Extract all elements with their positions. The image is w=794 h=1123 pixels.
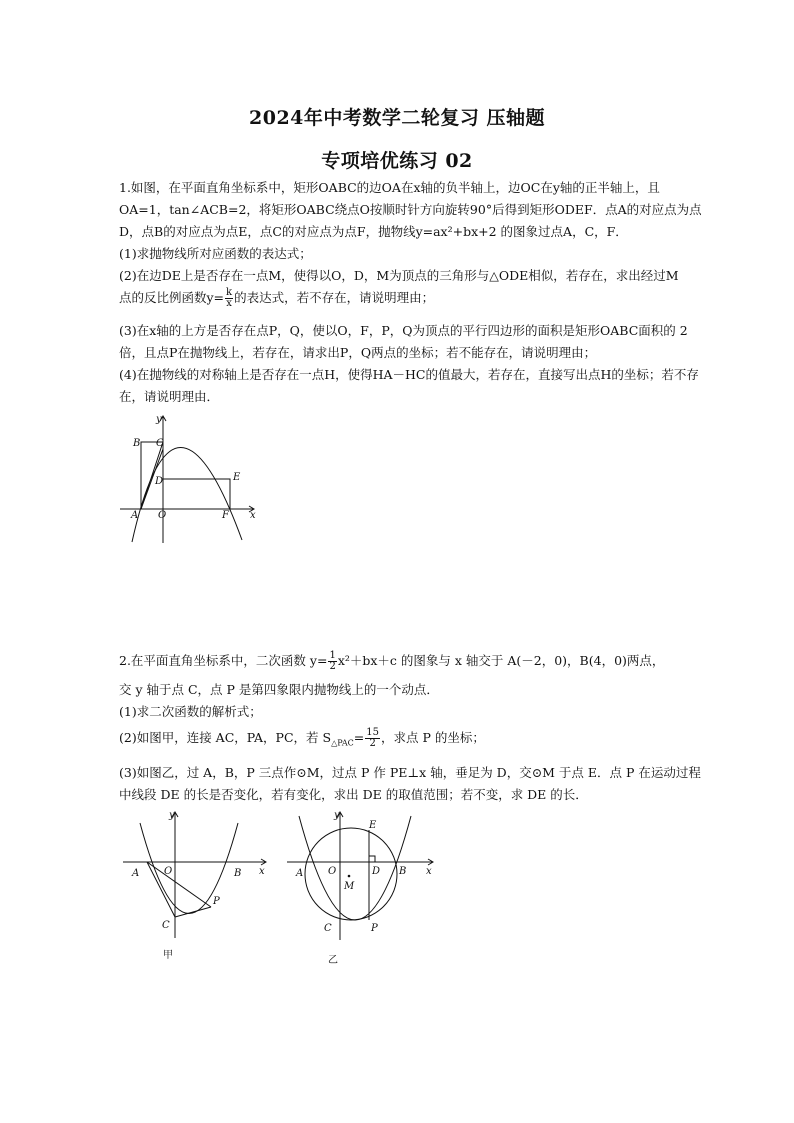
yi-label: D [372,866,381,877]
q1-rect-odef [163,479,230,509]
q2-part3: (3)如图乙，过 A，B，P 三点作⊙M，过点 P 作 PE⊥x 轴，垂足为 D，交⊙M 于点 E．点 P 在运动过程中线段 DE 的长是否变化，若有变化，求出 DE 的取值范围；若不变，求 DE 的长． [119,765,701,802]
yi-label: P [371,923,378,934]
yi-caption: 乙 [328,955,338,966]
q1-label: O [158,510,167,521]
q1-figure [118,412,263,546]
q1-part1: (1)求抛物线所对应函数的表达式； [119,246,312,261]
q2-intro-line1 [119,651,664,672]
yi-label: C [324,923,332,934]
yi-label: E [369,820,377,831]
q2-fraction [328,651,336,672]
q1-part2-pre: 点的反比例函数y= [119,290,225,305]
yi-label: O [328,866,337,877]
q2-part2 [119,728,485,749]
q1-label: A [131,510,139,521]
q1-part4: (4)在抛物线的对称轴上是否存在一点H，使得HA－HC的值最大，若存在，直接写出点H的坐标；若不存在，请说明理由． [119,367,699,404]
yi-label: A [296,868,304,879]
q2-part2-sub: △PAC [331,738,354,748]
q1-frac-den: x [226,298,232,309]
q2-figure-jia [118,808,273,968]
q1-frac-num: k [226,287,233,298]
yi-center-dot [348,875,351,878]
page-subtitle: 专项培优练习 02 [321,150,473,172]
q2-area-fraction [365,728,380,749]
jia-label: C [162,920,170,931]
yi-label: B [399,866,407,877]
q1-label: F [222,510,229,521]
yi-label: M [344,881,355,892]
q2-intro-line2: 交 y 轴于点 C，点 P 是第四象限内抛物线上的一个动点． [119,682,439,697]
q1-fraction [225,288,233,309]
yi-label: x [426,866,432,877]
jia-line-cp [175,907,211,917]
q2-intro-post: x²＋bx＋c 的图象与 x 轴交于 A(－2，0)，B(4，0)两点， [337,653,665,668]
q1-label: C [156,438,164,449]
q1-label: E [233,472,241,483]
q1-label: D [155,476,164,487]
q2-part1: (1)求二次函数的解析式； [119,704,262,719]
q1-part2-line1: (2)在边DE上是否存在一点M，使得以O，D，M为顶点的三角形与△ODE相似，若存在，求出经过M [119,268,679,283]
q1-intro: 1.如图，在平面直角坐标系中，矩形OABC的边OA在x轴的负半轴上，边OC在y轴的正半轴上，且OA=1，tan∠ACB=2，将矩形OABC绕点O按顺时针方向旋转90°后得到矩形ODEF．点A的对应点为点D，点B的对应点为点E，点C的对应点为点F，抛物线y=ax²+bx+2 的图象过点A，C，F． [119,180,702,239]
jia-label: y [169,810,175,821]
jia-label: O [164,866,173,877]
yi-label: y [334,810,340,821]
q2-part2-pre: (2)如图甲，连接 AC，PA，PC，若 S [119,730,332,745]
jia-line-ap [147,862,211,907]
jia-label: P [213,896,220,907]
yi-parabola [299,816,411,920]
jia-label: A [132,868,140,879]
q2-figure-yi [283,808,443,968]
jia-label: B [234,868,242,879]
q1-label: y [156,414,162,425]
yi-circle-m [305,828,397,920]
q1-parabola [132,447,242,542]
q2-area-frac-num: 15 [366,727,379,738]
jia-parabola [140,823,238,914]
q1-part2-post: 的表达式，若不存在，请说明理由； [234,290,435,305]
q2-frac-num: 1 [329,650,336,661]
q2-area-frac-den: 2 [369,738,376,749]
q1-label: x [250,510,256,521]
q2-part2-eq: = [353,730,365,745]
q2-intro-pre: 2.在平面直角坐标系中，二次函数 y= [119,653,328,668]
page-title: 2024年中考数学二轮复习 压轴题 [249,107,545,129]
yi-right-angle [369,856,375,862]
q1-label: B [133,438,141,449]
jia-label: x [259,866,265,877]
jia-caption: 甲 [163,950,173,961]
q2-part2-post: ，求点 P 的坐标； [381,730,485,745]
q1-part3: (3)在x轴的上方是否存在点P，Q，使以O，F，P，Q为顶点的平行四边形的面积是矩形OABC面积的 2 倍，且点P在抛物线上，若存在，请求出P，Q两点的坐标；若不能存在，请说明理由； [119,323,688,360]
q1-part2-line2 [119,288,434,309]
q2-frac-den: 2 [329,661,336,672]
